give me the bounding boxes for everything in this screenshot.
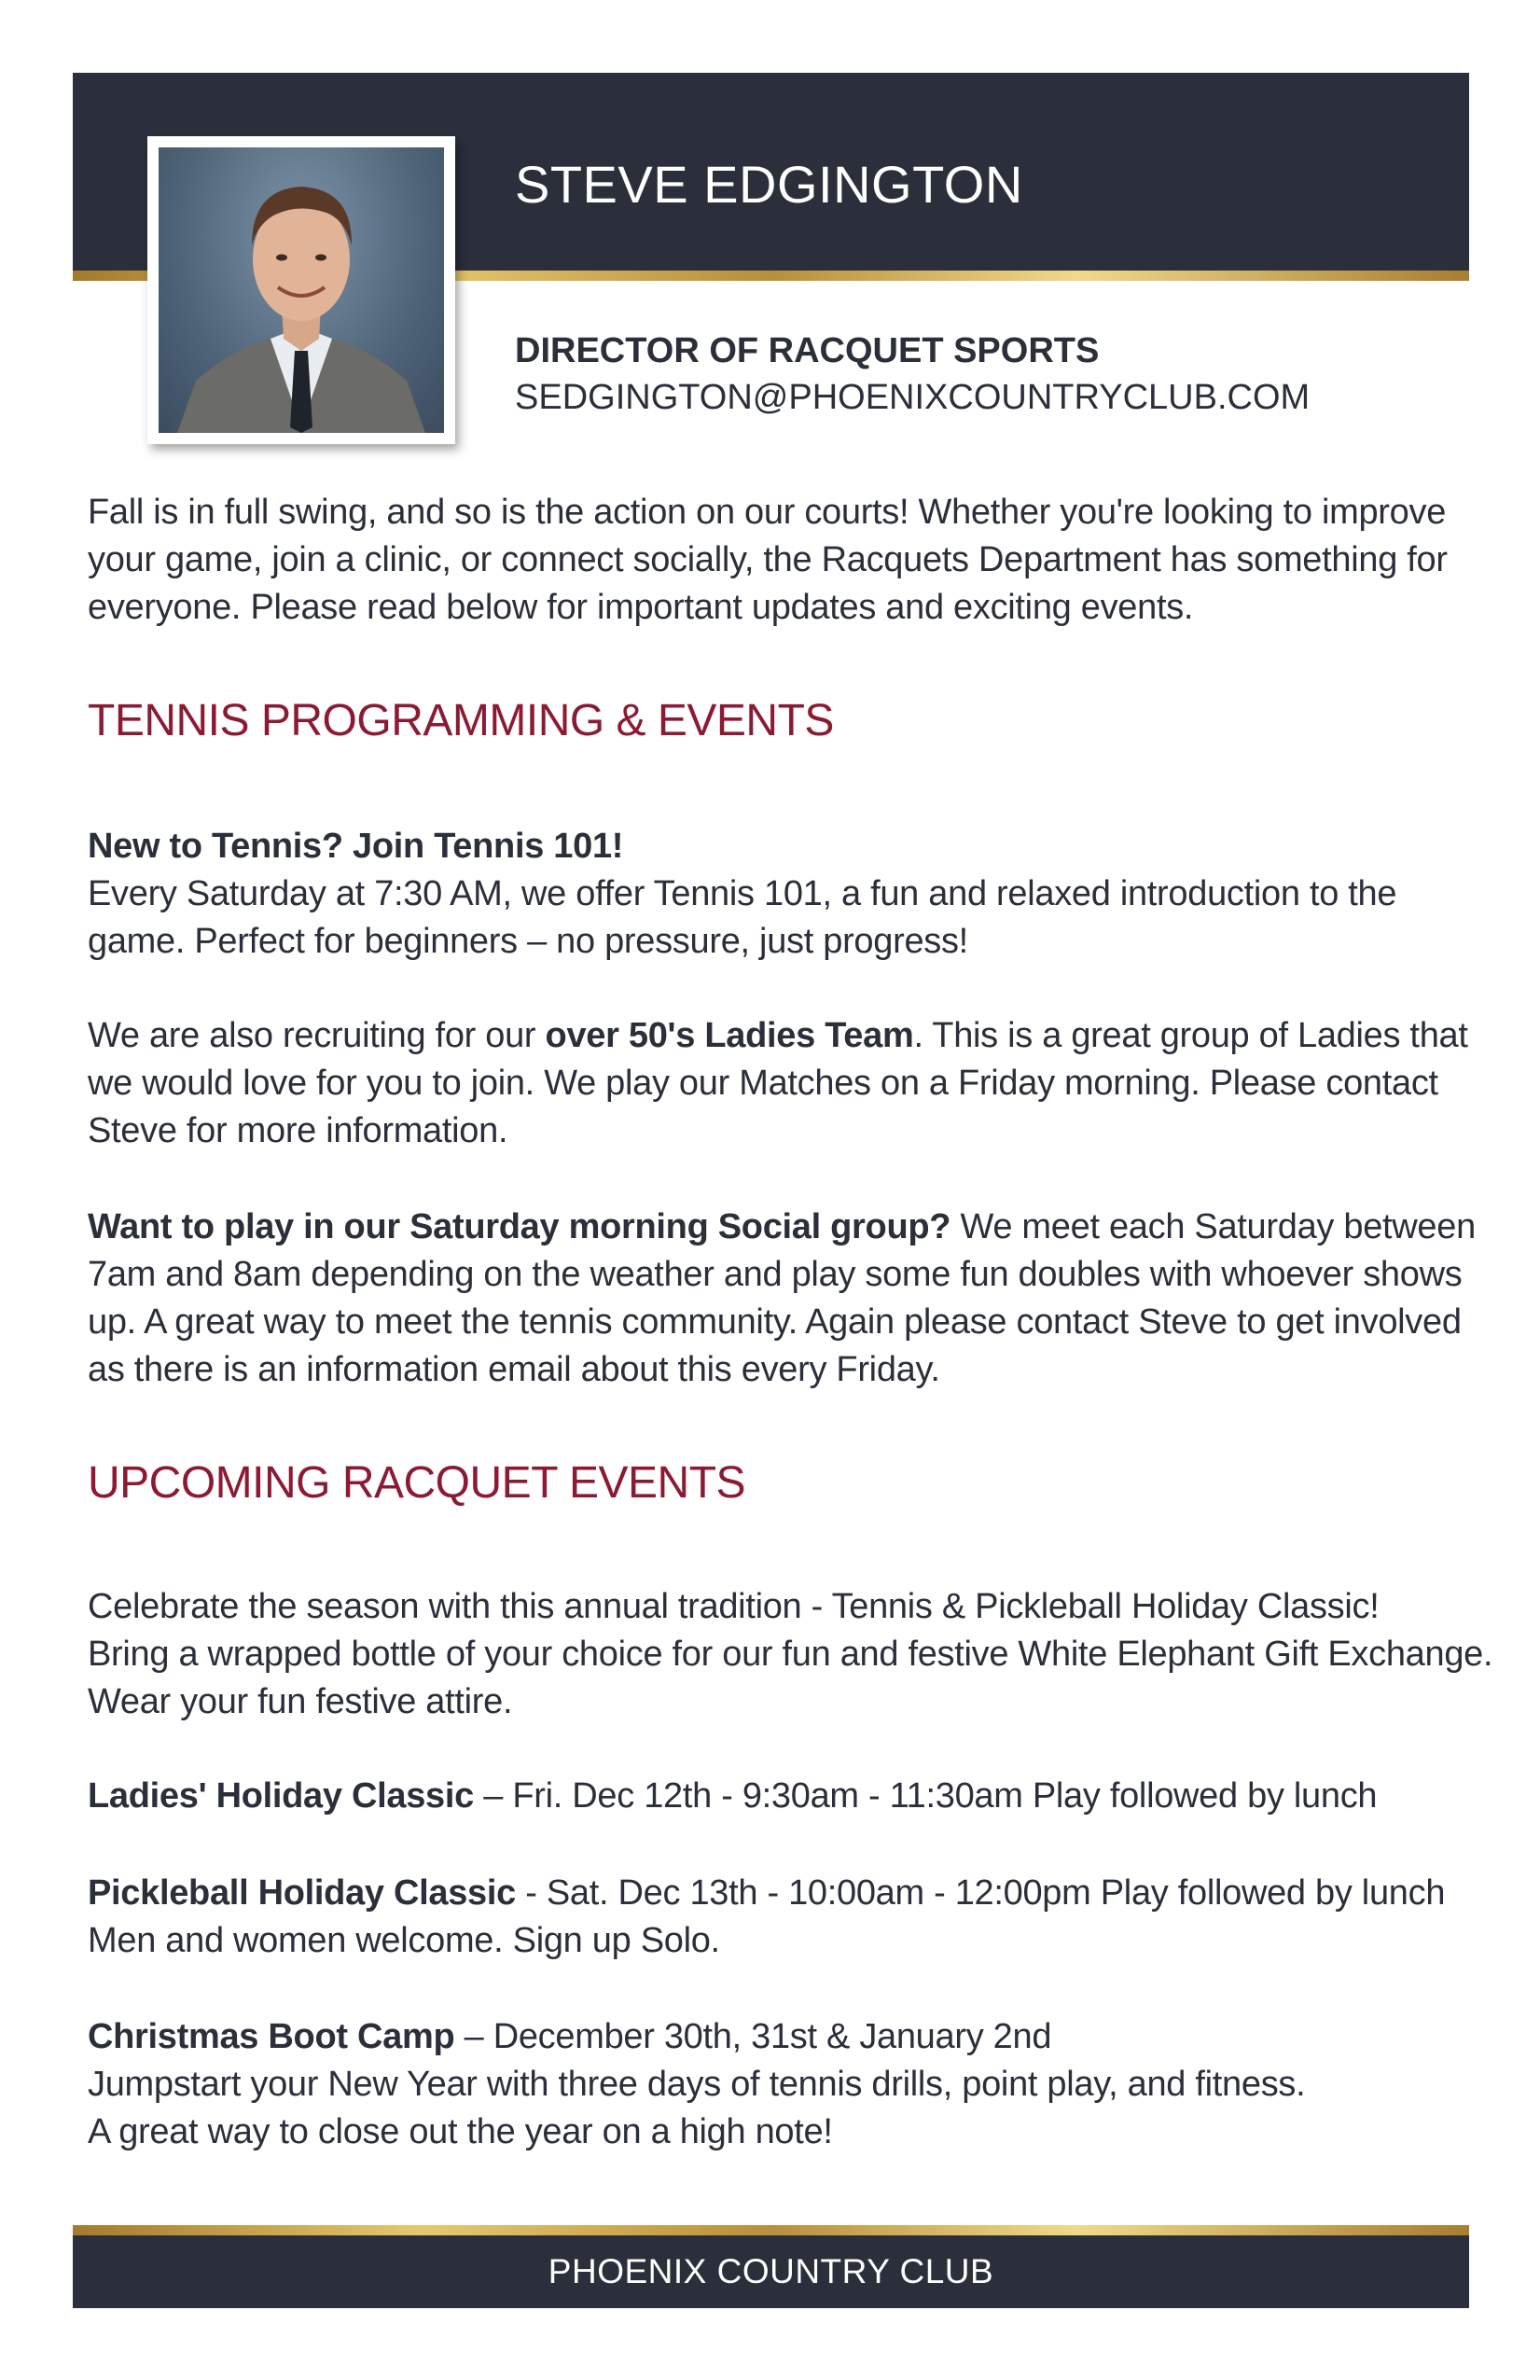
- staff-email[interactable]: SEDGINGTON@PHOENIXCOUNTRYCLUB.COM: [515, 378, 1311, 417]
- staff-role: DIRECTOR OF RACQUET SPORTS: [515, 331, 1100, 370]
- footer-gold-divider: [73, 2225, 1469, 2235]
- intro-text: Fall is in full swing, and so is the action on our courts! Whether you're looking to improve your game, join a clinic, or connect socially, the Racquets Department has something for everyone. Please read below for important updates and exciting events.: [88, 493, 1448, 627]
- tennis101-heading: New to Tennis? Join Tennis 101!: [88, 827, 624, 866]
- ladies-team-pre: We are also recruiting for our: [88, 1016, 546, 1055]
- event-ladies-classic-title: Ladies' Holiday Classic: [88, 1776, 474, 1816]
- event-bootcamp-line-2: Jumpstart your New Year with three days of tennis drills, point play, and fitness.: [88, 2065, 1306, 2104]
- section-title-tennis: TENNIS PROGRAMMING & EVENTS: [88, 696, 834, 745]
- event-boot-camp: [88, 2013, 1487, 2156]
- event-pickleball-note: Men and women welcome. Sign up Solo.: [88, 1921, 720, 1960]
- section-title-events: UPCOMING RACQUET EVENTS: [88, 1458, 746, 1508]
- tennis101-body: Every Saturday at 7:30 AM, we offer Tennis 101, a fun and relaxed introduction to the game. Perfect for beginners – no pressure, just progress!: [88, 874, 1397, 961]
- ladies-team-block: [88, 1012, 1478, 1155]
- event-bootcamp-dates: – December 30th, 31st & January 2nd: [454, 2017, 1052, 2056]
- footer-club-name: PHOENIX COUNTRY CLUB: [548, 2252, 994, 2290]
- staff-name: STEVE EDGINGTON: [515, 155, 1023, 214]
- event-pickleball-classic: [88, 1870, 1487, 1965]
- profile-photo: [159, 147, 444, 433]
- events-intro-block: [88, 1583, 1524, 1726]
- event-pickleball-details: - Sat. Dec 13th - 10:00am - 12:00pm Play followed by lunch: [515, 1873, 1446, 1913]
- events-intro-line-2: Bring a wrapped bottle of your choice for our fun and festive White Elephant Gift Exchange.: [88, 1635, 1493, 1674]
- social-group-block: [88, 1204, 1487, 1394]
- event-ladies-classic-details: – Fri. Dec 12th - 9:30am - 11:30am Play followed by lunch: [473, 1776, 1378, 1816]
- ladies-team-name: over 50's Ladies Team: [545, 1016, 914, 1055]
- footer-band: [73, 2235, 1469, 2308]
- profile-photo-frame: [147, 136, 455, 444]
- event-pickleball-title: Pickleball Holiday Classic: [88, 1873, 516, 1913]
- ladies-team-post: . This is a great group of Ladies that we would love for you to join. We play our Matches on a Friday morning. Please contact Steve for more information.: [88, 1016, 1468, 1150]
- social-group-body: We meet each Saturday between 7am and 8am depending on the weather and play some fun doubles with whoever shows up. A great way to meet the tennis community. Again please contact Steve to get involved as there is an information email about this every Friday.: [88, 1207, 1476, 1389]
- events-intro-line-1: Celebrate the season with this annual tradition - Tennis & Pickleball Holiday Classic!: [88, 1587, 1380, 1626]
- event-ladies-classic: [88, 1773, 1487, 1820]
- intro-paragraph: [88, 489, 1459, 632]
- portrait-illustration: [159, 147, 444, 433]
- social-group-heading: Want to play in our Saturday morning Social group?: [88, 1207, 951, 1246]
- events-intro-line-3: Wear your fun festive attire.: [88, 1682, 513, 1721]
- tennis101-block: [88, 823, 1478, 966]
- event-bootcamp-line-3: A great way to close out the year on a high note!: [88, 2112, 833, 2151]
- event-bootcamp-title: Christmas Boot Camp: [88, 2017, 455, 2056]
